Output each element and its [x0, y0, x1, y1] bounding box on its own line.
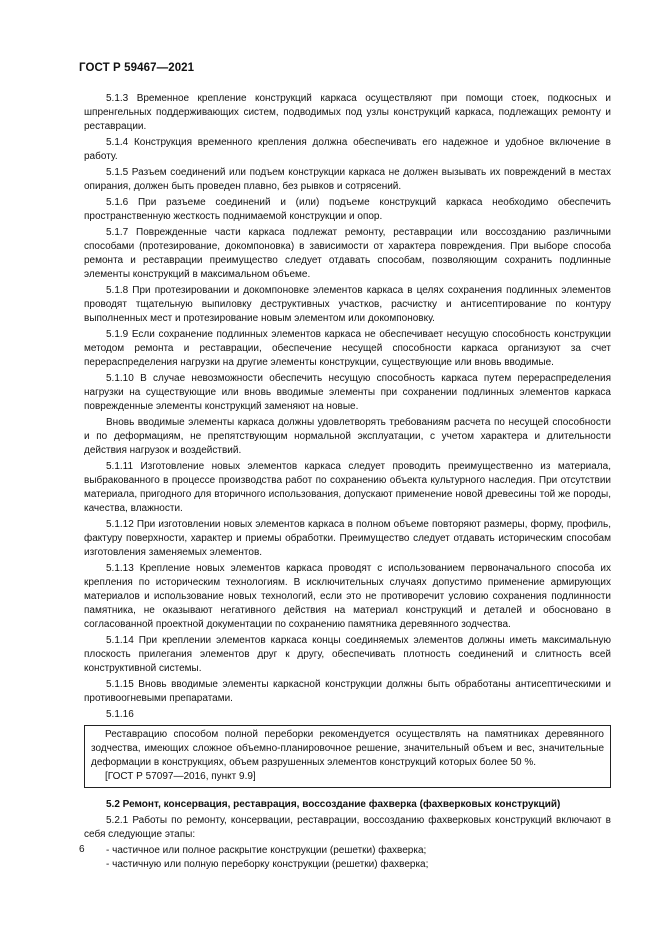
paragraph-5-1-3: 5.1.3 Временное крепление конструкций каркаса осуществляют при помощи стоек, подкосных и шпренгельных поддерживающих систем, подводимых под узлы конструкций каркаса, подлежащих ремонту и реставрации. — [84, 93, 611, 132]
document-header: ГОСТ Р 59467—2021 — [79, 62, 195, 74]
list-item: - частичное или полное раскрытие конструкции (решетки) фахверка; — [106, 845, 427, 856]
note-text: Реставрацию способом полной переборки рекомендуется осуществлять на памятниках деревянного зодчества, имеющих сложное объемно-планировочное решение, значительный объем и вес, значительные деформации в конструкциях, объем разрушенных элементов конструкций которых более 50 %. — [91, 729, 604, 768]
stage-list — [84, 844, 611, 872]
paragraph-5-1-9: 5.1.9 Если сохранение подлинных элементов каркаса не обеспечивает несущую способность конструкции методом ремонта и реставрации, обеспечение несущей способности каркаса организуют за счет перераспределения нагрузки на другие элементы конструкции, существующие или вновь вводимые. — [84, 329, 611, 368]
quoted-note-box — [84, 725, 611, 788]
list-item: - частичную или полную переборку конструкции (решетки) фахверка; — [106, 859, 429, 870]
paragraph-5-1-7: 5.1.7 Поврежденные части каркаса подлежат ремонту, реставрации или воссозданию различными способами (протезирование, докомпоновка) в зависимости от характера повреждения. При выборе способа ремонта и реставрации преимущество следует отдавать способам, позволяющим сохранить подлинные элементы конструкций в максимальном объеме. — [84, 227, 611, 280]
paragraph-5-1-10: 5.1.10 В случае невозможности обеспечить несущую способность каркаса путем перераспределения нагрузки на существующие или вновь вводимые элементы при сохранении подлинных элементов каркаса поврежденные элементы конструкций заменяют на новые. — [84, 373, 611, 412]
paragraph-5-1-5: 5.1.5 Разъем соединений или подъем конструкции каркаса не должен вызывать их повреждений в местах опирания, должен быть проведен плавно, без рывков и сотрясений. — [84, 167, 611, 192]
note-reference: [ГОСТ Р 57097—2016, пункт 9.9] — [105, 771, 256, 782]
paragraph-5-1-12: 5.1.12 При изготовлении новых элементов каркаса в полном объеме повторяют размеры, форму, профиль, фактуру поверхности, характер и приемы обработки. Преимущество следует отдавать историческим способам изготовления заменяемых элементов. — [84, 519, 611, 558]
paragraph-5-2-1: 5.2.1 Работы по ремонту, консервации, реставрации, воссозданию фахверковых конструкций включают в себя следующие этапы: — [84, 815, 611, 840]
paragraph-5-1-4: 5.1.4 Конструкция временного крепления должна обеспечивать его надежное и удобное включение в работу. — [84, 137, 611, 162]
section-heading-5-2: 5.2 Ремонт, консервация, реставрация, воссоздание фахверка (фахверковых конструкций) — [106, 799, 561, 810]
page-number: 6 — [79, 844, 85, 855]
paragraph-new-elements: Вновь вводимые элементы каркаса должны удовлетворять требованиям расчета по несущей способности и по деформациям, не препятствующим нормальной эксплуатации, с учетом характера и длительности действия нагрузок и воздействий. — [84, 417, 611, 456]
paragraph-5-1-11: 5.1.11 Изготовление новых элементов каркаса следует проводить преимущественно из материала, выбракованного в процессе производства работ по сохранению объекта культурного наследия. При отсутствии материала, пригодного для вторичного использования, допускают применение новой древесины той же породы, качества, влажности. — [84, 461, 611, 514]
paragraph-5-1-16: 5.1.16 — [106, 709, 134, 720]
paragraph-5-1-8: 5.1.8 При протезировании и докомпоновке элементов каркаса в целях сохранения подлинных элементов проводят тщательную выпиловку деструктивных участков, расчистку и антисептирование по контуру выполненных мест и протезирование новым элементом или докомпоновку. — [84, 285, 611, 324]
document-body — [84, 92, 611, 872]
paragraph-5-1-15: 5.1.15 Вновь вводимые элементы каркасной конструкции должны быть обработаны антисептическими и противоогневыми препаратами. — [84, 679, 611, 704]
paragraph-5-1-6: 5.1.6 При разъеме соединений и (или) подъеме конструкций каркаса необходимо обеспечить пространственную жесткость поднимаемой конструкции и опор. — [84, 197, 611, 222]
paragraph-5-1-14: 5.1.14 При креплении элементов каркаса концы соединяемых элементов должны иметь максимальную плоскость прилегания элементов друг к другу, обеспечивать плотность соединений и слитность всей конструктивной системы. — [84, 635, 611, 674]
paragraph-5-1-13: 5.1.13 Крепление новых элементов каркаса проводят с использованием первоначального способа их крепления по историческим технологиям. В исключительных случаях допустимо применение армирующих материалов и использование новых технологий, если это не противоречит условию сохранения подлинности памятника, не оказывают негативного действия на материал конструкций и деталей и обосновано в согласованной проектной документации по сохранению памятника деревянного зодчества. — [84, 563, 611, 630]
